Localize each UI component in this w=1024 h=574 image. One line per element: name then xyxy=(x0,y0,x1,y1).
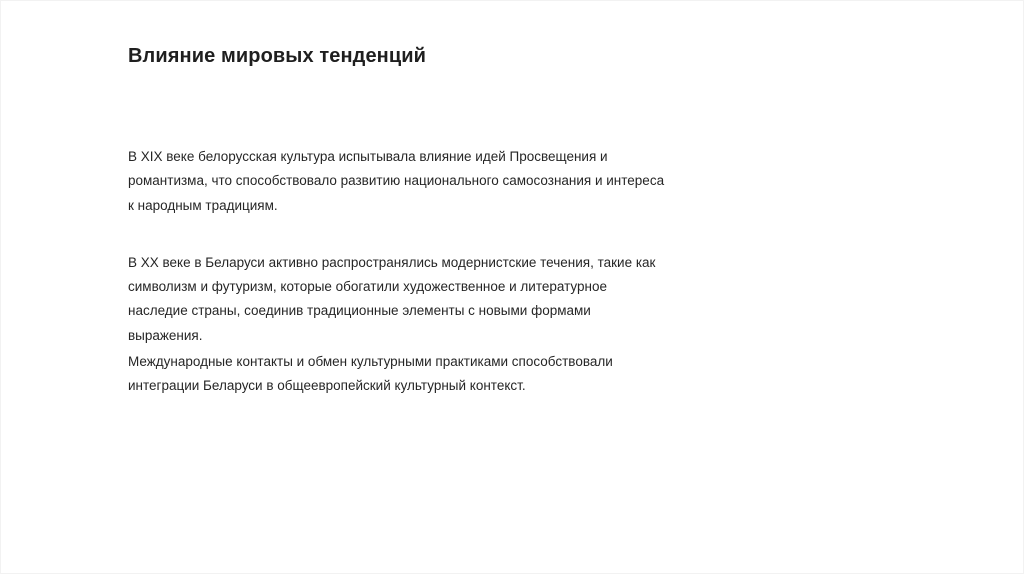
paragraph-international-contacts xyxy=(128,350,688,399)
paragraph-xix-century xyxy=(128,145,688,218)
text-line: В XIX веке белорусская культура испытывала влияние идей Просвещения и xyxy=(128,149,608,164)
text-line: Международные контакты и обмен культурными практиками способствовали xyxy=(128,354,613,370)
text-line: к народным традициям. xyxy=(128,197,278,213)
text-line: символизм и футуризм, которые обогатили художественное и литературное xyxy=(128,279,607,295)
text-line: В XX веке в Беларуси активно распространялись модернистские течения, такие как xyxy=(128,254,656,270)
paragraph-xx-century xyxy=(128,251,688,348)
text-line: интеграции Беларуси в общеевропейский культурный контекст. xyxy=(128,378,526,394)
slide-body xyxy=(128,145,688,399)
text-line: выражения. xyxy=(128,327,203,343)
text-line: романтизма, что способствовало развитию национального самосознания и интереса xyxy=(128,173,665,189)
text-line: наследие страны, соединив традиционные элементы с новыми формами xyxy=(128,303,591,319)
slide-title: Влияние мировых тенденций xyxy=(128,45,427,67)
